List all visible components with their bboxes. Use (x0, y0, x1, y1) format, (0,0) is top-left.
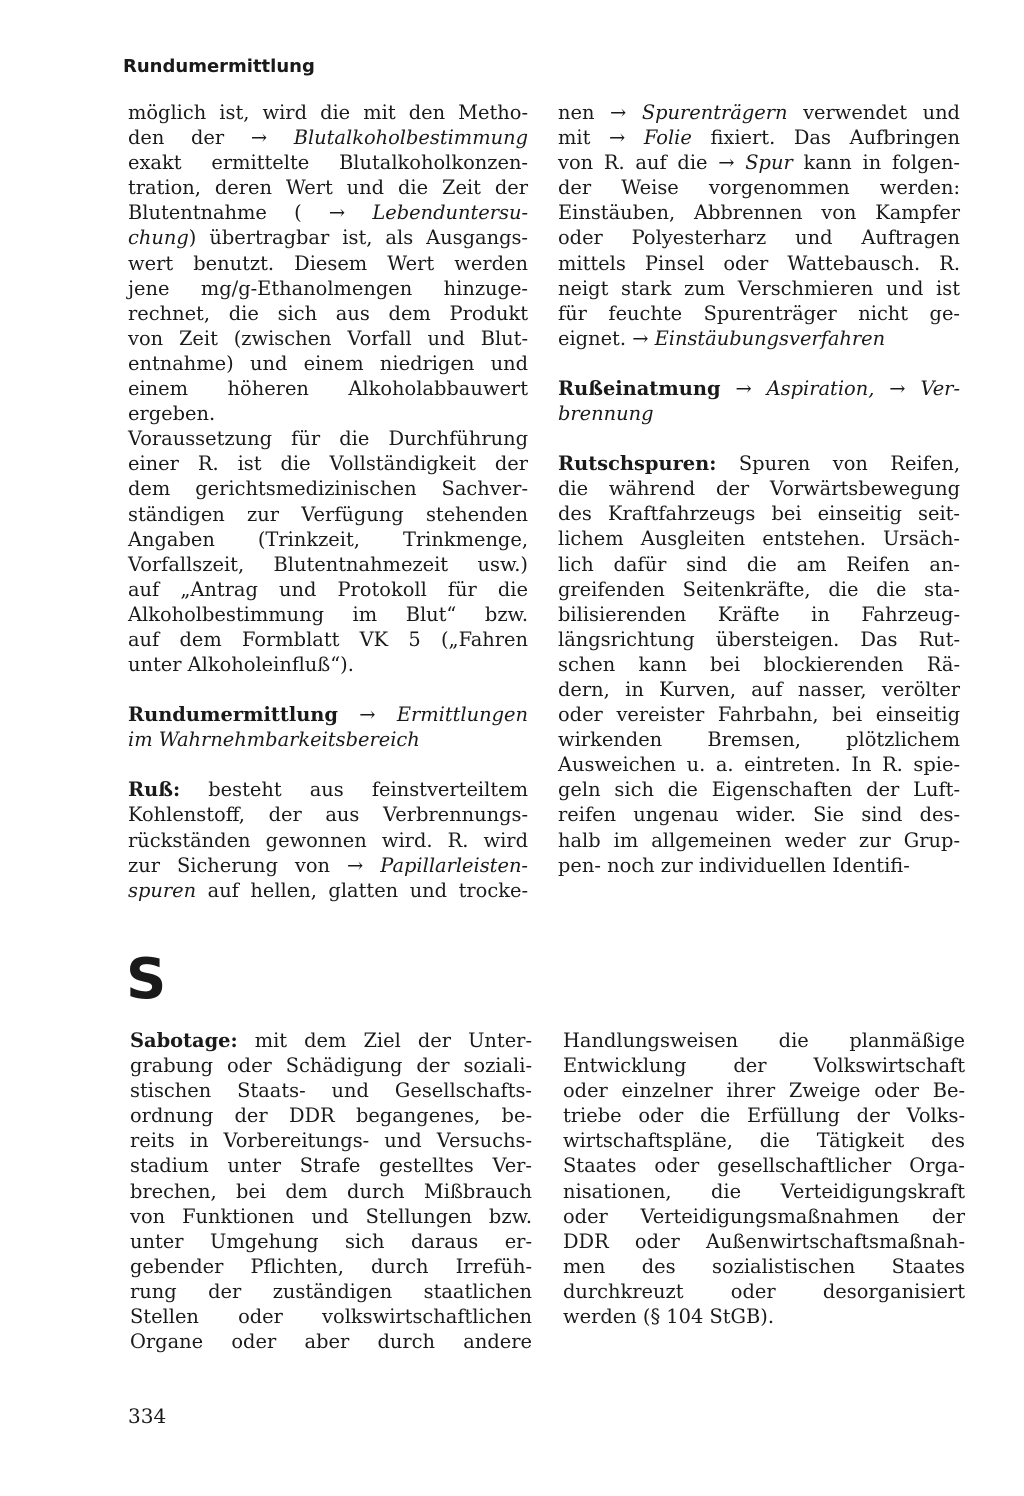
text-fragment: von R. auf die (558, 151, 719, 175)
text-line: oder vereister Fahrbahn, bei einseitig (558, 703, 960, 727)
text-line: men des sozialistischen Staates (563, 1254, 965, 1278)
text-line: pen- noch zur individuellen Identifi- (558, 853, 910, 877)
entry-sabotage (130, 1028, 532, 1354)
text-line: grabung oder Schädigung der soziali- (130, 1054, 532, 1078)
text-line (558, 376, 960, 401)
text-line: brechen, bei dem durch Mißbrauch (130, 1179, 532, 1203)
russ-continuation (558, 100, 960, 351)
cross-reference: brennung (558, 402, 654, 426)
text-line: durchkreuzt oder desorganisiert (563, 1279, 965, 1303)
text-line (128, 777, 528, 802)
text-line: ergeben. (128, 402, 216, 426)
entry-headword: Sabotage: (130, 1029, 238, 1052)
text-line: unter Alkoholeinfluß“). (128, 653, 354, 677)
text-line: längsrichtung übersteigen. Das Rut- (558, 627, 960, 651)
text-line: Stellen oder volkswirtschaftlichen (130, 1305, 532, 1329)
text-fragment: auf hellen, glatten und trocke- (196, 878, 528, 902)
text-line: möglich ist, wird die mit den Metho- (128, 101, 528, 124)
text-line: ständigen zur Verfügung stehenden (128, 502, 528, 526)
page-number: 334 (128, 1404, 167, 1428)
text-line: oder Verteidigungsmaßnahmen der (563, 1204, 965, 1228)
entry-rundumermittlung (128, 702, 528, 752)
cross-reference: im Wahrnehmbarkeitsbereich (128, 728, 420, 752)
text-line: dem gerichtsmedizinischen Sachver- (128, 477, 528, 501)
text-line: bilisierenden Kräfte in Fahrzeug- (558, 602, 960, 626)
text-fragment: fixiert. Das Aufbringen (691, 126, 960, 150)
entry-headword: Rutschspuren: (558, 452, 717, 476)
text-line (128, 200, 528, 225)
entry-russ (128, 777, 528, 902)
text-line: stischen Staats- und Gesellschafts- (130, 1079, 532, 1103)
text-line: reifen ungenau wider. Sie sind des- (558, 803, 960, 827)
rundumermittlung-continuation (128, 100, 528, 426)
left-column-top (128, 100, 528, 903)
text-line: DDR oder Außenwirtschaftsmaßnah- (563, 1229, 965, 1253)
entry-headword: Rundumermittlung (128, 703, 338, 727)
text-line: Angaben (Trinkzeit, Trinkmenge, (128, 527, 528, 551)
text-line: wirkenden Bremsen, plötzlichem (558, 728, 960, 752)
text-fragment: zur Sicherung von (128, 853, 348, 877)
text-line: unter Umgehung sich daraus er- (130, 1229, 532, 1253)
entry-gap (558, 351, 960, 376)
section-letter: S (126, 947, 167, 1012)
right-column-top (558, 100, 960, 878)
text-line: von Funktionen und Stellungen bzw. (130, 1204, 532, 1228)
text-fragment: mit (558, 126, 610, 150)
text-fragment: besteht aus feinstverteiltem (180, 778, 528, 802)
text-line (558, 100, 960, 125)
cross-reference: spuren (128, 878, 197, 902)
cross-reference: chung (128, 226, 189, 250)
entry-rutschspuren (558, 451, 960, 878)
text-line (130, 1028, 532, 1053)
text-line: Alkoholbestimmung im Blut“ bzw. (128, 602, 528, 626)
left-column-bottom (130, 1028, 532, 1354)
text-line (558, 326, 960, 351)
entry-gap (128, 677, 528, 702)
text-line: oder Polyesterharz und Auftragen (558, 226, 960, 250)
sabotage-continuation (563, 1028, 965, 1329)
text-line: rung der zuständigen staatlichen (130, 1279, 532, 1303)
text-fragment (338, 703, 359, 726)
text-line: Kohlenstoff, der aus Verbrennungs- (128, 803, 528, 827)
text-fragment: Blutentnahme ( (128, 201, 329, 225)
text-line: oder einzelner ihrer Zweige oder Be- (563, 1079, 965, 1103)
cross-reference: → Blutalkoholbestimmung (250, 126, 528, 150)
text-line: triebe oder die Erfüllung der Volks- (563, 1104, 965, 1128)
text-line: entnahme) und einem niedrigen und (128, 351, 528, 375)
text-line: reits in Vorbereitungs- und Versuchs- (130, 1129, 532, 1153)
text-line: Vorfallszeit, Blutentnahmezeit usw.) (128, 552, 528, 576)
entry-headword: Ruß: (128, 778, 181, 802)
cross-reference: → Folie (609, 126, 692, 150)
text-line: Handlungsweisen die planmäßige (563, 1029, 965, 1052)
text-line: werden (§ 104 StGB). (563, 1305, 775, 1329)
text-line: einem höheren Alkoholabbauwert (128, 377, 528, 401)
text-line: Voraussetzung für die Durchführung (128, 427, 528, 451)
text-fragment: Spuren von Reifen, (716, 452, 960, 476)
text-line: stadium unter Strafe gestelltes Ver- (130, 1154, 532, 1178)
text-line: neigt stark zum Verschmieren und ist (558, 276, 960, 300)
text-fragment: ) übertragbar ist, als Ausgangs- (188, 226, 528, 250)
text-line: lichem Ausgleiten entstehen. Ursäch- (558, 527, 960, 551)
cross-reference: → Spur (718, 151, 793, 175)
entry-gap (128, 752, 528, 777)
text-line (128, 702, 528, 727)
text-line: halb im allgemeinen weder zur Grup- (558, 828, 960, 852)
text-line: nisationen, die Verteidigungskraft (563, 1179, 965, 1203)
text-line: wirtschaftspläne, die Tätigkeit des (563, 1129, 965, 1153)
entry-gap (558, 426, 960, 451)
text-line: ordnung der DDR begangenes, be- (130, 1104, 532, 1128)
text-line (128, 853, 528, 878)
cross-reference: → Ermittlungen (359, 703, 528, 727)
text-line: Ausweichen u. a. eintreten. In R. spie- (558, 753, 960, 777)
text-line: jene mg/g-Ethanolmengen hinzuge- (128, 276, 528, 300)
text-line: die während der Vorwärtsbewegung (558, 477, 960, 501)
text-line: des Kraftfahrzeugs bei einseitig seit- (558, 502, 960, 526)
text-line: einer R. ist die Vollständigkeit der (128, 452, 528, 476)
text-line: mittels Pinsel oder Wattebausch. R. (558, 251, 960, 275)
text-line: geln sich die Eigenschaften der Luft- (558, 778, 960, 802)
cross-reference: → Aspiration, → Ver- (720, 376, 960, 400)
text-line: gebender Pflichten, durch Irrefüh- (130, 1254, 532, 1278)
text-line (558, 451, 960, 476)
text-line (558, 150, 960, 175)
text-line (558, 125, 960, 150)
running-head: Rundumermittlung (123, 56, 315, 77)
text-line: schen kann bei blockierenden Rä- (558, 652, 960, 676)
cross-reference: → Lebenduntersu- (328, 201, 528, 225)
text-fragment: mit dem Ziel der Unter- (237, 1029, 532, 1052)
text-line: von Zeit (zwischen Vorfall und Blut- (128, 326, 528, 350)
text-fragment: kann in folgen- (792, 151, 960, 175)
text-line: Einstäuben, Abbrennen von Kampfer (558, 201, 960, 225)
text-line: greifenden Seitenkräfte, die die sta- (558, 577, 960, 601)
text-line: Organe oder aber durch andere (130, 1330, 532, 1354)
text-line: Staates oder gesellschaftlicher Orga- (563, 1154, 965, 1178)
text-line: tration, deren Wert und die Zeit der (128, 176, 528, 200)
text-line: für feuchte Spurenträger nicht ge- (558, 301, 960, 325)
cross-reference: → Einstäubungsverfahren (632, 326, 886, 350)
text-line: exakt ermittelte Blutalkoholkonzen- (128, 151, 528, 175)
text-fragment: eignet. (558, 326, 633, 350)
text-fragment: nen (558, 101, 611, 124)
rundumermittlung-paragraph-2 (128, 426, 528, 677)
entry-russeinatmung (558, 376, 960, 426)
text-line (128, 878, 528, 903)
text-line (128, 225, 528, 250)
right-column-bottom (563, 1028, 965, 1329)
text-line: wert benutzt. Diesem Wert werden (128, 251, 528, 275)
text-line: auf „Antrag und Protokoll für die (128, 577, 528, 601)
text-fragment: den der (128, 126, 251, 150)
text-line: dern, in Kurven, auf nasser, verölter (558, 677, 960, 701)
text-line: der Weise vorgenommen werden: (558, 176, 960, 200)
entry-headword: Rußeinatmung (558, 376, 721, 400)
text-line: rechnet, die sich aus dem Produkt (128, 301, 528, 325)
text-line: lich dafür sind die am Reifen an- (558, 552, 960, 576)
cross-reference: → Papillarleisten- (347, 853, 528, 877)
cross-reference: → Spurenträgern (610, 101, 788, 124)
text-line (128, 125, 528, 150)
text-fragment: verwendet und (787, 101, 960, 124)
text-line: rückständen gewonnen wird. R. wird (128, 828, 528, 852)
text-line: Entwicklung der Volkswirtschaft (563, 1054, 965, 1078)
text-line: auf dem Formblatt VK 5 („Fahren (128, 627, 528, 651)
